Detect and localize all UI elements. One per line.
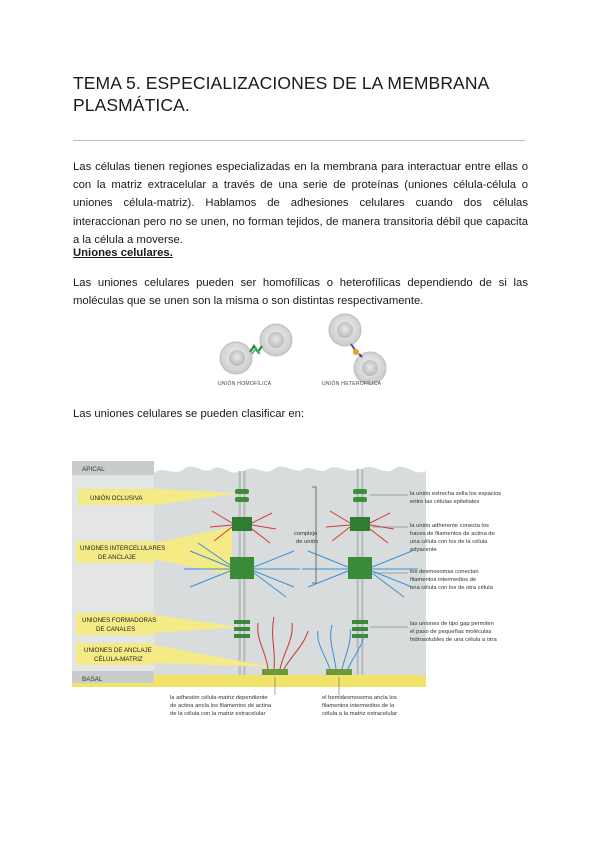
apical-label: APICAL bbox=[82, 466, 105, 473]
label-union-oclusiva: UNIÓN OCLUSIVA bbox=[90, 495, 143, 502]
label-canales-2: DE CANALES bbox=[96, 626, 136, 633]
homophilic-cells bbox=[220, 324, 292, 374]
heterophilic-cells bbox=[329, 314, 386, 384]
svg-text:de la célula con la matriz ext: de la célula con la matriz extracelular bbox=[170, 711, 266, 717]
section-heading: Uniones celulares. bbox=[73, 247, 173, 259]
label-canales-1: UNIONES FORMADORAS bbox=[82, 617, 157, 624]
page-title: TEMA 5. ESPECIALIZACIONES DE LA MEMBRANA PLASMÁTICA. bbox=[73, 73, 489, 115]
title-divider bbox=[73, 140, 525, 141]
svg-text:adyacente: adyacente bbox=[410, 547, 437, 553]
svg-text:célula a la matriz extracelula: célula a la matriz extracelular bbox=[322, 711, 398, 717]
figure-homo-hetero bbox=[210, 310, 400, 390]
figure-cell-junctions bbox=[72, 455, 528, 725]
svg-text:las uniones de tipo gap permit: las uniones de tipo gap permiten bbox=[410, 621, 494, 627]
label-anclaje-2: DE ANCLAJE bbox=[98, 554, 136, 561]
label-matriz-2: CÉLULA-MATRIZ bbox=[94, 656, 143, 663]
svg-text:el hemidesmosoma ancla los: el hemidesmosoma ancla los bbox=[322, 695, 397, 701]
svg-text:filamentos intermedios de la: filamentos intermedios de la bbox=[322, 703, 395, 709]
caption-heterophilic: UNIÓN HETEROFÍLICA bbox=[322, 381, 382, 387]
svg-text:haces de filamentos de actina: haces de filamentos de actina de bbox=[410, 531, 495, 537]
label-matriz-1: UNIONES DE ANCLAJE bbox=[84, 647, 152, 654]
svg-text:de actina ancla los filamentos: de actina ancla los filamentos de actina bbox=[170, 703, 272, 709]
complejo-label-1: complejo bbox=[294, 531, 318, 537]
basal-label: BASAL bbox=[82, 676, 103, 683]
svg-text:filamentos intermedios de: filamentos intermedios de bbox=[410, 577, 477, 583]
intro-paragraph: Las células tienen regiones especializadas en la membrana para interactuar entre ellas o con la matriz extracelular a través de una serie de proteínas (uniones célula-célula o uniones célula-matriz). Hablamos de adhesiones celulares cuando dos células interaccionan pero no se unen, no forman tejidos, de manera transitoria débil que capacita a la célula a moverse. bbox=[73, 161, 528, 246]
svg-text:una célula con los de otra cél: una célula con los de otra célula bbox=[410, 585, 493, 591]
classify-paragraph: Las uniones celulares se pueden clasificar en: bbox=[73, 408, 305, 420]
svg-text:el paso de pequeñas moléculas: el paso de pequeñas moléculas bbox=[410, 629, 492, 635]
svg-text:entre las células epiteliales: entre las células epiteliales bbox=[410, 499, 480, 505]
svg-text:hidrosolubles de una célula a: hidrosolubles de una célula a otra bbox=[410, 637, 497, 643]
svg-text:los desmosomas conectan: los desmosomas conectan bbox=[410, 569, 479, 575]
section-paragraph: Las uniones celulares pueden ser homofílicas o heterofílicas dependiendo de si las moléculas que se unen son la misma o son distintas respectivamente. bbox=[73, 277, 528, 308]
svg-text:la adhesión célula-matriz depe: la adhesión célula-matriz dependiente bbox=[170, 695, 268, 701]
svg-text:una célula con los de la célul: una célula con los de la célula bbox=[410, 539, 488, 545]
caption-homophilic: UNIÓN HOMOFÍLICA bbox=[218, 381, 272, 387]
complejo-label-2: de unión bbox=[296, 539, 319, 545]
label-anclaje-1: UNIONES INTERCELULARES bbox=[80, 545, 166, 552]
svg-text:la unión adherente conecta los: la unión adherente conecta los bbox=[410, 523, 489, 529]
svg-text:la unión estrecha sella los es: la unión estrecha sella los espacios bbox=[410, 491, 502, 497]
